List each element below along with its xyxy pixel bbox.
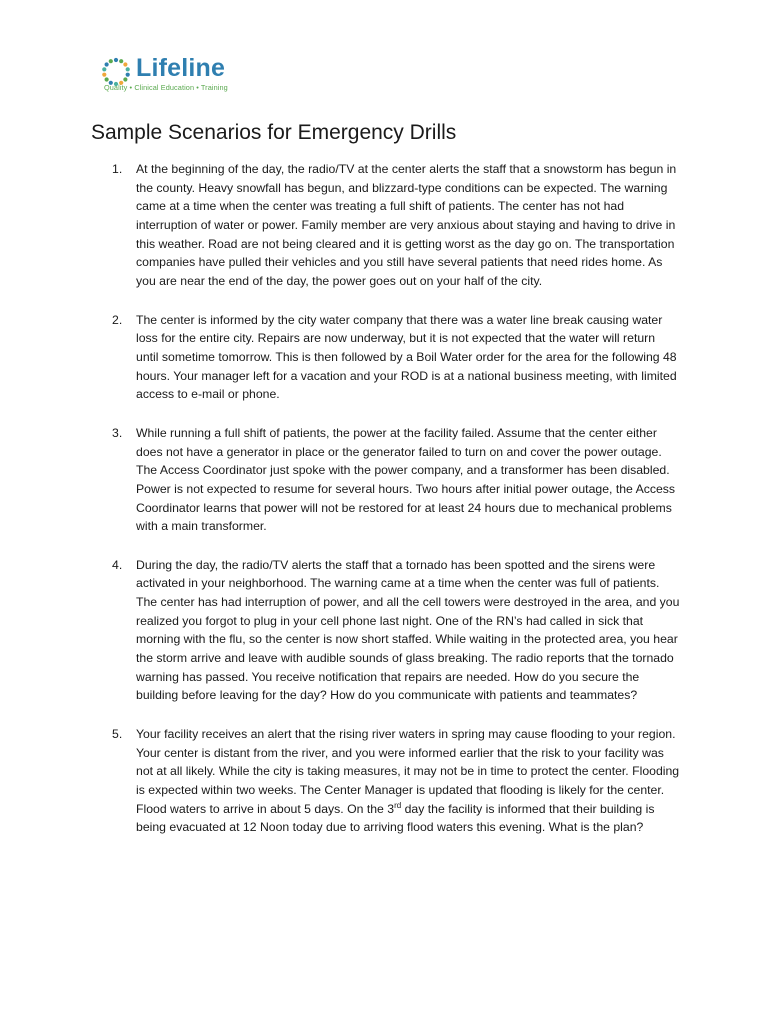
scenario-item [112,556,680,705]
logo-ring-dot [102,67,106,71]
scenario-text: While running a full shift of patients, the power at the facility failed. Assume that the center either does not have a generator in place or the generator failed to turn on and cover the power outage. The Access Coordinator just spoke with the power company, and a transformer has been disabled. Power is not expected to resume for several hours. Two hours after initial power outage, the Access Coordinator learns that power will not be restored for at least 24 hours due to mechanical problems with a main transformer. [136,425,676,534]
logo-ring-dot [123,77,127,81]
scenario-text-before: Your facility receives an alert that the rising river waters in spring may cause flooding to your region. Your center is distant from the river, and you were informed earlier that the risk to your facility was not at all likely. While the city is taking measures, it may not be in time to protect the center. Flooding is expected within two weeks. The Center Manager is updated that flooding is likely for the center. Flood waters to arrive in about 5 days. On the 3 [136,727,680,816]
scenario-number: 2. [112,312,123,327]
logo-tagline: Quality • Clinical Education • Training [104,83,228,92]
scenario-item [112,311,680,404]
scenario-text [136,727,679,834]
scenario-text-after: day the facility is informed that their building is being evacuated at 12 Noon today due to arriving flood waters this evening. What is the plan? [136,801,655,835]
logo-ring-dot [105,62,109,66]
ordinal-suffix: rd [394,800,402,810]
logo-ring-dot [105,77,109,81]
logo-ring-dot [119,59,123,63]
scenario-list [112,160,680,857]
page-title: Sample Scenarios for Emergency Drills [91,121,457,144]
scenario-number: 3. [112,425,123,440]
scenario-item [112,725,680,837]
scenario-item [112,160,680,291]
scenario-text: The center is informed by the city water company that there was a water line break causing water loss for the entire city. Repairs are now underway, but it is not expected that the water will return until sometime tomorrow. This is then followed by a Boil Water order for the area for the following 48 hours. Your manager left for a vacation and your ROD is at a national business meeting, with limited access to e-mail or phone. [136,312,677,402]
scenario-number: 5. [112,727,123,742]
scenario-text: During the day, the radio/TV alerts the staff that a tornado has been spotted and the sirens were activated in your neighborhood. The warning came at a time when the center was full of patients. The center has had interruption of power, and all the cell towers were destroyed in the area, and you realized you forgot to plug in your cell phone last night. One of the RN’s had called in sick that morning with the flu, so the center is now short staffed. While waiting in the protected area, you hear the storm arrive and leave with audible sounds of glass breaking. The radio reports that the tornado warning has passed. You receive notification that repairs are needed. How do you secure the building before leaving for the day? How do you communicate with patients and teammates? [136,557,680,703]
logo-ring-dot [102,73,106,77]
scenario-item [112,424,680,536]
logo-ring-dot [126,73,130,77]
scenario-text: At the beginning of the day, the radio/TV at the center alerts the staff that a snowstorm has begun in the county. Heavy snowfall has begun, and blizzard-type conditions can be expected. The warning came at a time when the center was treating a full shift of patients. The center has not had interruption of water or power. Family member are very anxious about staying and having to drive in this weather. Road are not being cleared and it is getting worst as the day go on. The transportation companies have pulled their vehicles and you still have several patients that need rides home. As you are near the end of the day, the power goes out on your half of the city. [136,162,677,288]
scenario-number: 1. [112,162,123,176]
logo-ring-dot [109,59,113,63]
logo-ring-dot [123,62,127,66]
scenario-number: 4. [112,557,123,572]
logo-ring-dot [126,67,130,71]
logo-ring-dot [114,58,118,62]
logo-name: Lifeline [136,54,226,82]
